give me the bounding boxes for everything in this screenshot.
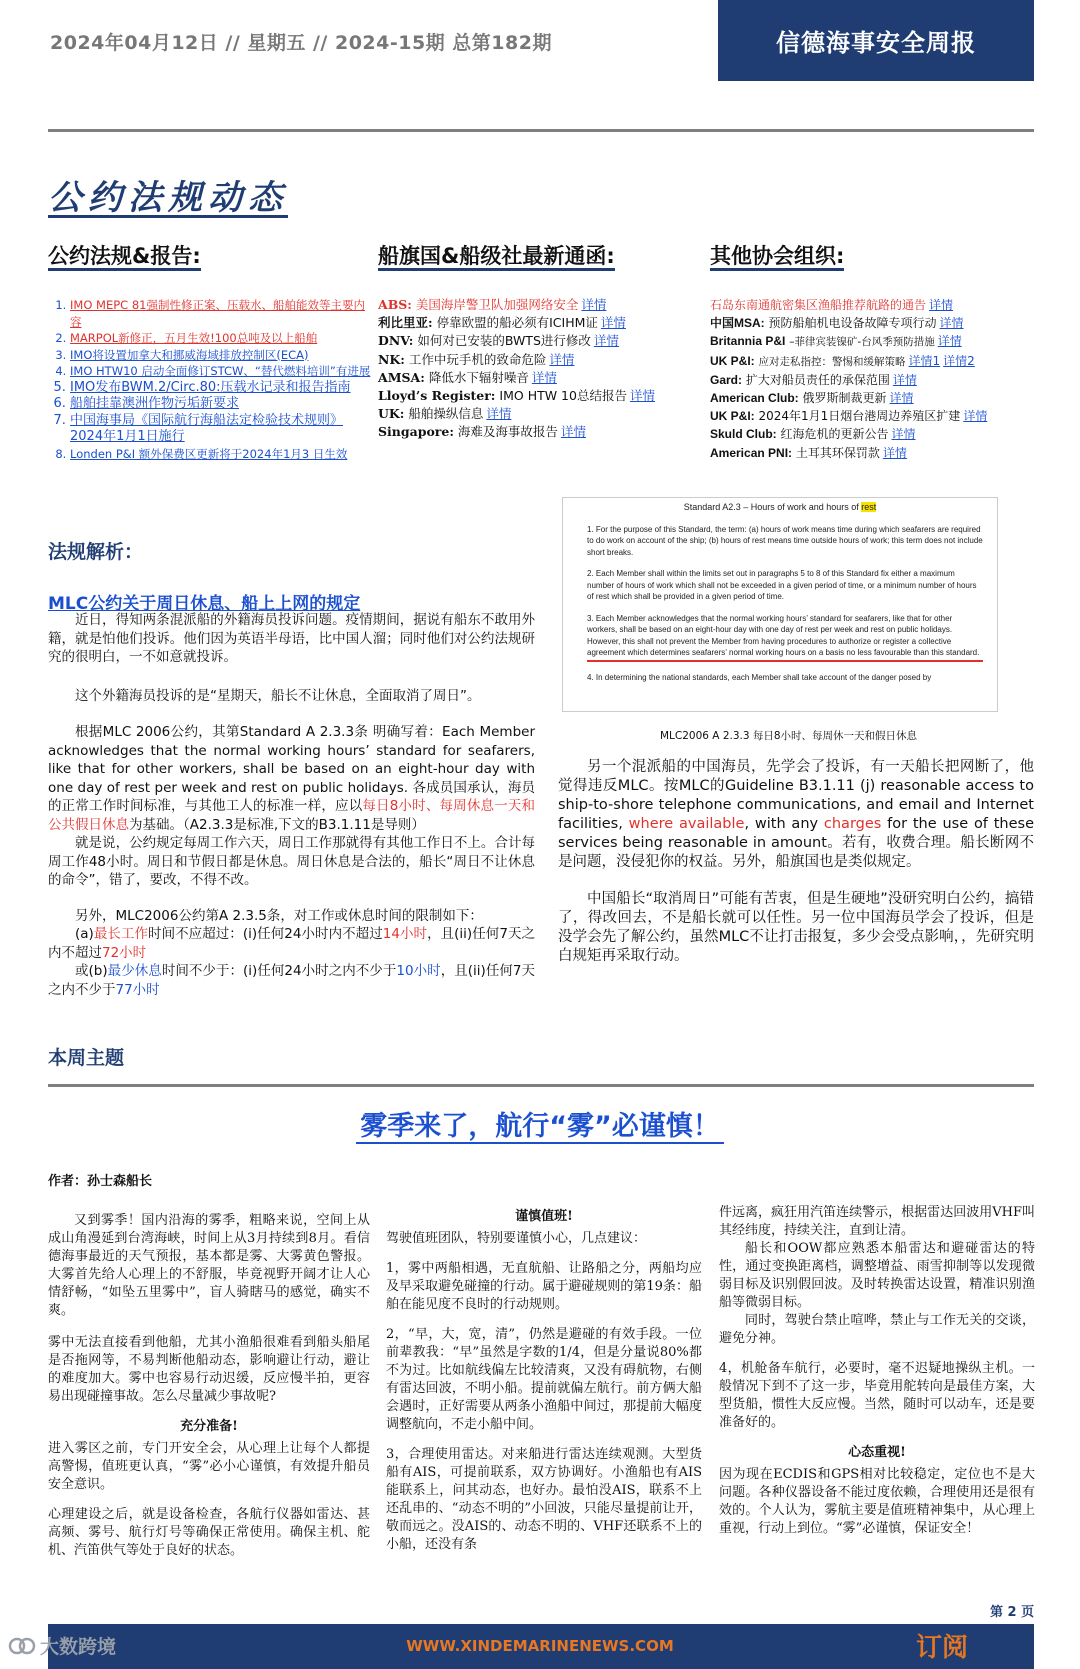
detail-link[interactable]: 详情1 xyxy=(908,353,941,368)
page-number: 第 2 页 xyxy=(990,1605,1035,1620)
flag-notices-heading: 船旗国&船级社最新通函: xyxy=(378,240,615,270)
article-paragraph: 4，机舱备车航行，必要时，毫不迟疑地操纵主机。一般情况下到不了这一步，毕竟用舵转向是最佳方案，大型货船，惯性大反应慢。当然，随时可以动车，还是要准备好的。 xyxy=(719,1361,1035,1430)
org-item: American PNI: 土耳其环保罚款 详情 xyxy=(710,445,907,460)
article-paragraph: 心理建设之后，就是设备检查，各航行仪器如雷达、甚高频、雾号、航行灯号等确保正常使用。确保主机、舵机、汽笛供气等处于良好的状态。 xyxy=(48,1507,370,1558)
watermark-logo: 大数跨境 xyxy=(8,1632,116,1659)
analysis-paragraph: 就是说，公约规定每周工作六天，周日工作那就得有其他工作日不上。合计每周工作48小时。周日和节假日都是休息。周日休息是合法的，船长“周日不让休息的命令”，错了，要改，不得不改。 xyxy=(48,835,535,888)
flag-notices-list xyxy=(378,296,678,442)
detail-link[interactable]: 详情 xyxy=(600,315,626,331)
excerpt-paragraph: 3. Each Member acknowledges that the normal working hours’ standard for seafarers, like that for other workers, shall be based on an eight-hour day with one day of rest per week and rest on public holidays. However, this shall not prevent the Member from having procedures to authorize or register a collective agreement which determines seafarers’ normal working hours on a basis no less favourable than this standard. xyxy=(587,613,983,662)
theme-heading: 本周主题 xyxy=(48,1047,125,1069)
detail-link[interactable]: 详情 xyxy=(892,372,917,387)
org-item: 中国MSA: 预防船舶机电设备故障专项行动 详情 xyxy=(710,316,964,331)
org-item: 石岛东南通航密集区渔船推荐航路的通告 详情 xyxy=(710,298,954,312)
detail-link[interactable]: 详情 xyxy=(629,388,655,404)
article-paragraph: 3，合理使用雷达。对来船进行雷达连续观测。大型货船有AIS，可提前联系，双方协调好。小渔船也有AIS能联系上，问其动态，也好办。最怕没AIS，联系不上还乱串的、“动态不明的”小回波，只能尽量提前让开，敬而远之。没AIS的、动态不明的、VHF还联系不上的小船，还没有条 xyxy=(386,1447,702,1552)
detail-link[interactable]: 详情 xyxy=(939,316,964,331)
article-paragraph: 进入雾区之前，专门开安全会，从心理上让每个人都提高警惕，值班更认真，“雾”必小心谨慎，有效提升船员安全意识。 xyxy=(48,1441,370,1492)
org-item: Britannia P&I –菲律宾装镍矿-台风季预防措施 详情 xyxy=(710,334,962,349)
detail-link[interactable]: 详情 xyxy=(937,334,962,349)
detail-link[interactable]: 详情 xyxy=(963,409,988,424)
analysis-title[interactable]: MLC公约关于周日休息、船上上网的规定 xyxy=(48,594,361,614)
detail-link[interactable]: 详情 xyxy=(929,298,954,312)
report-link[interactable]: 4. IMO HTW10 启动全面修订STCW、“替代燃料培训”有进展 xyxy=(70,363,372,380)
report-link[interactable]: 2. MARPOL新修正，五月生效!100总吨及以上船舶 xyxy=(70,330,372,347)
other-orgs-list xyxy=(710,296,1035,462)
article-paragraph: 船长和OOW都应熟悉本船雷达和避碰雷达的特性，通过变换距离档，调整增益、雨雪抑制等以发现微弱目标及识别假回波。及时转换雷达设置，精准识别渔船等微弱目标。 xyxy=(719,1241,1035,1310)
report-link[interactable]: 5. IMO发布BWM.2/Circ.80:压载水记录和报告指南 xyxy=(70,380,372,397)
detail-link[interactable]: 详情 xyxy=(549,351,575,367)
theme-divider xyxy=(48,1084,1034,1087)
analysis-body xyxy=(48,611,535,999)
section-title: 公约法规动态 xyxy=(48,178,288,218)
website-link[interactable]: WWW.XINDEMARINENEWS.COM xyxy=(406,1637,674,1655)
analysis-paragraph: 根据MLC 2006公约，其第Standard A 2.3.3条 明确写着：Each Member acknowledges that the normal working hours’ standard for seafarers, like that for other workers, shall be based on an eight-hour day with one day of rest per week and rest on public holidays. 各成员国承认，海员的正常工作时间标准，与其他工人的标准一样，应以每日8小时、每周休息一天和公共假日休息为基础。（A2.3.3是标准,下文的B3.1.11是导则） xyxy=(48,724,536,833)
other-orgs-heading: 其他协会组织: xyxy=(710,240,844,270)
article-paragraph: 同时，驾驶台禁止喧哗，禁止与工作无关的交谈，避免分神。 xyxy=(719,1313,1035,1346)
article-paragraph: 件远离，疯狂用汽笛连续警示，根据雷达回波用VHF叫其经纬度，持续关注，直到让清。 xyxy=(719,1205,1035,1238)
notice-item: Lloyd’s Register: IMO HTW 10总结报告 详情 xyxy=(378,388,655,404)
subscribe-button[interactable]: 订阅 xyxy=(916,1633,969,1663)
newsletter-brand: 信德海事安全周报 xyxy=(718,0,1034,81)
mlc-standard-excerpt: Standard A2.3 – Hours of work and hours of rest 1. For the purpose of this Standard, the term: (a) hours of work means time during which seafarers are required to do work on account of the ship; (b) hours of rest means time outside hours of work; this term does not include short breaks. 2. Each Member shall within the limits set out in paragraphs 5 to 8 of this Standard fix either a maximum number of hours of work which shall not be exceeded in a given period of time, or a minimum number of hours of rest which shall be provided in a given period of time. 3. Each Member acknowledges that the normal working hours’ standard for seafarers, like that for other workers, shall be based on an eight-hour day with one day of rest per week and rest on public holidays. However, this shall not prevent the Member from having procedures to authorize or register a collective agreement which determines seafarers’ normal working hours on a basis no less favourable than this standard. 4. In determining the national standards, each Member shall take account of the danger posed by xyxy=(562,497,998,712)
report-link[interactable]: 3. IMO将设置加拿大和挪威海域排放控制区(ECA) xyxy=(70,347,372,364)
org-item: UK P&I: 2024年1月1日烟台港周边养殖区扩建 详情 xyxy=(710,409,988,424)
excerpt-caption: MLC2006 A 2.3.3 每日8小时、每周休一天和假日休息 xyxy=(660,730,918,742)
article-paragraph: 雾中无法直接看到他船，尤其小渔船很难看到船头船尾是否拖网等，不易判断他船动态，影响避让行动，避让的难度加大。雾中也容易行动迟缓，反应慢半拍，更容易出现碰撞事故。怎么尽量减少事故呢? xyxy=(48,1335,370,1404)
article-subheading: 充分准备! xyxy=(180,1419,238,1434)
notice-item: DNV: 如何对已安装的BWTS进行修改 详情 xyxy=(378,333,619,349)
analysis-paragraph: 另一个混派船的中国海员，先学会了投诉，有一天船长把网断了，他觉得违反MLC。按MLC的Guideline B3.1.11 (j) reasonable access to ship-to-shore telephone communications, and email and Internet facilities, where available, with any charges for the use of these services being reasonable in amount。若有，收费合理。船长断网不是问题，没侵犯你的权益。另外，船旗国也是类似规定。 xyxy=(558,759,1034,870)
report-link[interactable]: 7. 中国海事局《国际航行海船法定检验技术规则》2024年1月1日施行 xyxy=(70,413,372,446)
reports-list xyxy=(46,297,372,462)
detail-link[interactable]: 详情 xyxy=(581,297,607,312)
detail-link[interactable]: 详情 xyxy=(891,427,916,442)
reports-heading: 公约法规&报告: xyxy=(48,240,201,270)
report-link[interactable]: 8. Londen P&I 额外保费区更新将于2024年1月3 日生效 xyxy=(70,446,372,463)
article-subheading: 谨慎值班! xyxy=(515,1209,573,1224)
detail-link[interactable]: 详情 xyxy=(560,424,586,440)
analysis-paragraph: 或(b)最少休息时间不少于：(i)任何24小时之内不少于10小时，且(ii)任何7天之内不少于77小时 xyxy=(48,963,536,998)
excerpt-paragraph: 4. In determining the national standards, each Member shall take account of the danger posed by xyxy=(587,672,932,682)
notice-item: ABS: 美国海岸警卫队加强网络安全 详情 xyxy=(378,297,607,312)
excerpt-paragraph: 1. For the purpose of this Standard, the term: (a) hours of work means time during which seafarers are required to do work on account of the ship; (b) hours of rest means time outside hours of work; this term does not include short breaks. xyxy=(587,524,983,557)
article-paragraph: 因为现在ECDIS和GPS相对比较稳定，定位也不是大问题。各种仪器设备不能过度依赖，合理使用还是很有效的。个人认为，雾航主要是值班精神集中，从心理上重视，行动上到位。“雾”必谨慎，保证安全！ xyxy=(719,1467,1035,1536)
detail-link[interactable]: 详情 xyxy=(486,406,512,422)
logo-icon xyxy=(8,1635,36,1657)
analysis-paragraph: (a)最长工作时间不应超过：(i)任何24小时内不超过14小时，且(ii)任何7天之内不超过72小时 xyxy=(48,926,536,961)
article-paragraph: 又到雾季！国内沿海的雾季，粗略来说，空间上从成山角漫延到台湾海峡，时间上从3月持续到8月。看信德海事最近的天气预报，基本都是雾、大雾黄色警报。大雾首先给人心理上的不舒服，毕竟视野开阔才让人心情舒畅，“如坠五里雾中”，盲人骑瞎马的感觉，确实不爽。 xyxy=(48,1213,370,1318)
article-column-2 xyxy=(386,1204,702,1554)
detail-link[interactable]: 详情 xyxy=(593,333,619,349)
analysis-paragraph: 近日，得知两条混派船的外籍海员投诉问题。疫情期间，据说有船东不敢用外籍，就是怕他们投诉。他们因为英语半母语，比中国人溜；同时他们对公约法规研究的很明白，一不如意就投诉。 xyxy=(48,612,535,665)
detail-link[interactable]: 详情2 xyxy=(943,353,975,368)
analysis-heading: 法规解析： xyxy=(48,541,144,563)
theme-title[interactable]: 雾季来了，航行“雾”必谨慎！ xyxy=(0,1104,1080,1143)
org-item: Skuld Club: 红海危机的更新公告 详情 xyxy=(710,427,916,442)
detail-link[interactable]: 详情 xyxy=(531,369,557,385)
org-item: UK P&I: 应对走私指控：警惕和缓解策略 详情1 详情2 xyxy=(710,353,975,368)
detail-link[interactable]: 详情 xyxy=(889,391,914,406)
org-item: American Club: 俄罗斯制裁更新 详情 xyxy=(710,391,914,406)
article-subheading: 心态重视! xyxy=(848,1445,906,1460)
header-divider xyxy=(48,129,1034,132)
analysis-right-body xyxy=(558,758,1034,966)
article-author: 作者：孙士森船长 xyxy=(48,1174,153,1189)
report-link[interactable]: 1. IMO MEPC 81强制性修正案、压载水、船舶能效等主要内容 xyxy=(70,297,372,330)
article-column-1 xyxy=(48,1212,370,1560)
notice-item: UK: 船舶操纵信息 详情 xyxy=(378,406,512,422)
notice-item: NK: 工作中玩手机的致命危险 详情 xyxy=(378,351,575,367)
detail-link[interactable]: 详情 xyxy=(882,445,907,460)
notice-item: AMSA: 降低水下辐射噪音 详情 xyxy=(378,369,557,385)
org-item: Gard: 扩大对船员责任的承保范围 详情 xyxy=(710,372,917,387)
report-link[interactable]: 6. 船舶挂靠澳洲作物污垢新要求 xyxy=(70,396,372,413)
issue-date-line: 2024年04月12日 // 星期五 // 2024-15期 总第182期 xyxy=(50,32,552,54)
article-paragraph: 2，“早，大，宽，清”，仍然是避碰的有效手段。一位前辈教我：“早”虽然是字数的1/4，但是分量说80%都不为过。比如航线偏左比较清爽，又没有碍航物，右侧有雷达回波，不明小船。提前就偏左航行。前方俩大船会遇时，正好需要从两条小渔船中间过，那提前大幅度调整航向，不走小船中间。 xyxy=(386,1327,702,1432)
article-paragraph: 驾驶值班团队，特别要谨慎小心，几点建议： xyxy=(386,1231,647,1246)
excerpt-paragraph: 2. Each Member shall within the limits set out in paragraphs 5 to 8 of this Standard fix either a maximum number of hours of work which shall not be exceeded in a given period of time, or a minimum number of hours of rest which shall be provided in a given period of time. xyxy=(587,569,977,601)
analysis-paragraph: 另外，MLC2006公约第A 2.3.5条，对工作或休息时间的限制如下： xyxy=(75,907,483,924)
article-paragraph: 1，雾中两船相遇，无直航船、让路船之分，两船均应及早采取避免碰撞的行动。属于避碰规则的第19条：船舶在能见度不良时的行动规则。 xyxy=(386,1261,702,1312)
notice-item: 利比里亚: 停靠欧盟的船必须有ICIHM证 详情 xyxy=(378,315,626,331)
article-column-3 xyxy=(719,1204,1035,1538)
notice-item: Singapore: 海难及海事故报告 详情 xyxy=(378,424,586,440)
analysis-paragraph: 这个外籍海员投诉的是“星期天，船长不让休息，全面取消了周日”。 xyxy=(75,687,481,704)
analysis-paragraph: 中国船长“取消周日”可能有苦衷，但是生硬地”没研究明白公约，搞错了，得改回去，不是船长就可以任性。另一位中国海员学会了投诉，但是没学会先了解公约，虽然MLC不让打击报复，多少会受点影响，，先研究明白规矩再采取行动。 xyxy=(558,891,1034,964)
